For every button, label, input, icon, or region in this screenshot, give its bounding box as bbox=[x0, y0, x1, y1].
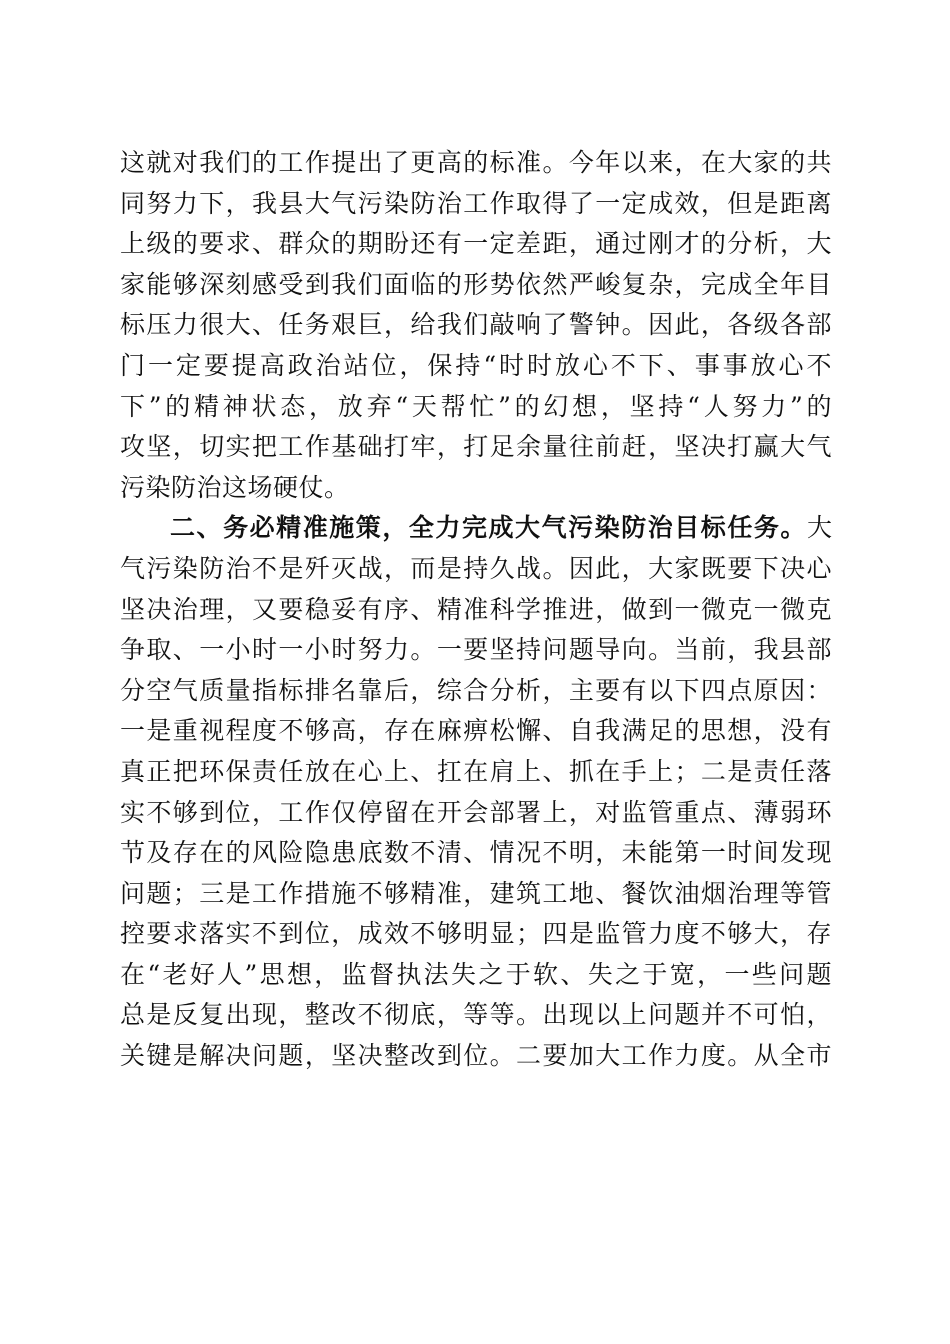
text-line: 上级的要求、群众的期盼还有一定差距，通过刚才的分析，大 bbox=[120, 229, 832, 259]
text-line: 一是重视程度不够高，存在麻痹松懈、自我满足的思想，没有 bbox=[120, 716, 832, 746]
text-line: 实不够到位，工作仅停留在开会部署上，对监管重点、薄弱环 bbox=[120, 797, 832, 827]
text-line: 这就对我们的工作提出了更高的标准。今年以来，在大家的共 bbox=[120, 148, 832, 177]
text-line: 攻坚，切实把工作基础打牢，打足余量往前赶，坚决打赢大气 bbox=[120, 432, 832, 462]
section-2-heading: 二、务必精准施策，全力完成大气污染防治目标任务。 bbox=[170, 513, 807, 543]
text-line: 污染防治这场硬仗。 bbox=[120, 472, 350, 502]
text-line: 门一定要提高政治站位，保持“时时放心不下、事事放心不 bbox=[120, 350, 832, 380]
text-line: 坚决治理，又要稳妥有序、精准科学推进，做到一微克一微克 bbox=[120, 594, 832, 624]
text-line: 家能够深刻感受到我们面临的形势依然严峻复杂，完成全年目 bbox=[120, 269, 832, 299]
section-heading-line bbox=[120, 508, 832, 549]
paragraph-2 bbox=[120, 508, 832, 1076]
text-line: 真正把环保责任放在心上、扛在肩上、抓在手上；二是责任落 bbox=[120, 756, 832, 786]
text-line: 在“老好人”思想，监督执法失之于软、失之于宽，一些问题 bbox=[120, 959, 832, 989]
text-line: 气污染防治不是歼灭战，而是持久战。因此，大家既要下决心 bbox=[120, 553, 832, 583]
document-body bbox=[120, 143, 832, 1077]
text-line: 下”的精神状态，放弃“天帮忙”的幻想，坚持“人努力”的 bbox=[120, 391, 832, 421]
text-line: 节及存在的风险隐患底数不清、情况不明，未能第一时间发现 bbox=[120, 838, 832, 868]
text-line: 问题；三是工作措施不够精准，建筑工地、餐饮油烟治理等管 bbox=[120, 878, 832, 908]
text-line: 控要求落实不到位，成效不够明显；四是监管力度不够大，存 bbox=[120, 919, 832, 949]
text-line: 标压力很大、任务艰巨，给我们敲响了警钟。因此，各级各部 bbox=[120, 310, 832, 340]
text-line: 同努力下，我县大气污染防治工作取得了一定成效，但是距离 bbox=[120, 188, 832, 218]
text-line: 关键是解决问题，坚决整改到位。二要加大工作力度。从全市 bbox=[120, 1041, 832, 1071]
text-line: 争取、一小时一小时努力。一要坚持问题导向。当前，我县部 bbox=[120, 635, 832, 665]
text-line: 分空气质量指标排名靠后，综合分析，主要有以下四点原因： bbox=[120, 675, 832, 705]
text-line: 总是反复出现，整改不彻底，等等。出现以上问题并不可怕， bbox=[120, 1000, 832, 1030]
section-2-heading-tail: 大 bbox=[806, 513, 832, 543]
paragraph-1 bbox=[120, 143, 832, 508]
